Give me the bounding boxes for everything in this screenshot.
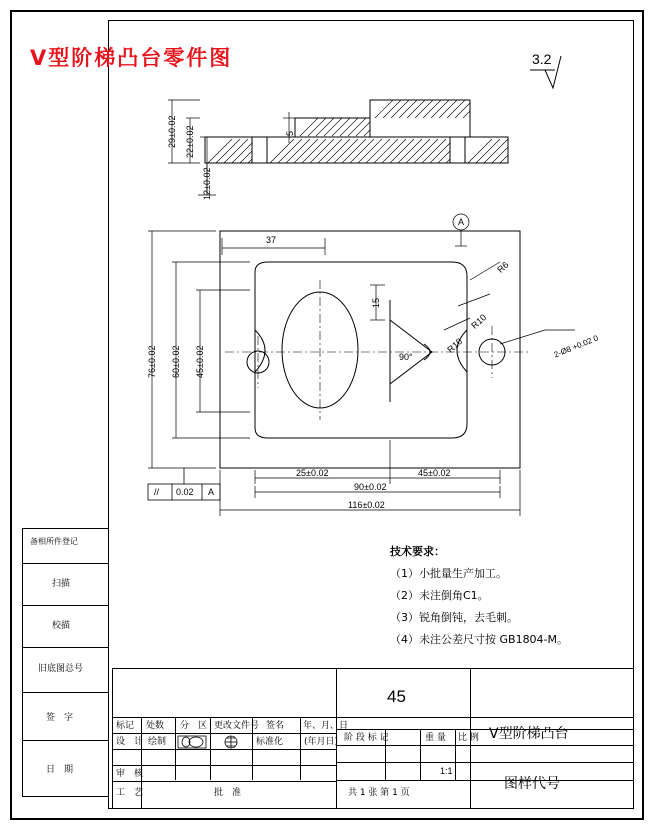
sheet-border-outer-bottom	[10, 818, 644, 820]
tb-header-0: 标记	[116, 721, 135, 731]
tb-hline-9	[336, 780, 633, 781]
left-row-label-1: 扫描	[52, 579, 71, 589]
hole-note: 2-Ø8 +0.02 0	[552, 333, 600, 360]
notes-item-4: （4）未注公差尺寸按 GB1804-M。	[390, 633, 569, 646]
tb-row2-design: 设 计	[116, 737, 144, 747]
tb-header-5: 年、月、日	[303, 721, 349, 731]
left-row-label-0: 备相所件登记	[30, 537, 78, 546]
tb-row2-standard: 标准化	[256, 737, 284, 747]
dim-15: 15	[371, 297, 381, 308]
tb-hline-5	[112, 781, 336, 782]
sheet-border-outer-left	[10, 10, 12, 820]
title-block-top	[112, 668, 633, 669]
tb-header-4: 签名	[266, 721, 285, 731]
sheet-border-inner-right	[633, 20, 634, 809]
notes-item-2: （2）未注倒角C1。	[390, 589, 489, 602]
tb-vline-9	[420, 729, 421, 780]
left-block-line-6	[22, 796, 108, 797]
left-block-line-5	[22, 740, 108, 741]
left-block-line-3	[22, 647, 108, 648]
tb-row2-draw: 绘制	[148, 737, 167, 747]
tb-hline-8	[336, 762, 470, 763]
tb-header-3: 更改文件号	[214, 721, 260, 731]
tb-hline-4	[112, 765, 336, 766]
sheet-info: 共 1 张 第 1 页	[348, 788, 410, 798]
tb-hline-2	[112, 733, 336, 734]
tb-hline-10	[470, 762, 633, 763]
tb-row3-check: 审 核	[116, 769, 144, 779]
sheet-border-inner-top	[108, 20, 634, 21]
stage-header-0: 阶 段 标 记	[344, 733, 389, 743]
dim-angle-90: 90°	[399, 352, 413, 362]
left-block-line-left	[22, 528, 23, 797]
title-block-left	[112, 668, 113, 808]
left-block-line-1	[22, 563, 108, 564]
sheet-border-inner-left	[108, 20, 109, 809]
dim-25: 25±0.02	[296, 468, 329, 478]
dim-h3: 12±0.02	[202, 167, 212, 200]
surface-finish-value: 3.2	[532, 51, 552, 67]
stage-header-2: 比 例	[458, 733, 479, 743]
left-block-line-top	[22, 528, 108, 529]
datum-label-top: A	[458, 217, 465, 227]
radius-r6: R6	[495, 259, 511, 275]
tb-row4-approve: 批 准	[214, 788, 242, 798]
dim-small-5: 5	[285, 130, 295, 136]
dim-37: 37	[266, 235, 277, 245]
dim-76: 76±0.02	[147, 345, 157, 378]
left-row-label-2: 校描	[52, 621, 71, 631]
radius-r10-b: R10	[445, 336, 465, 355]
tb-hline-3	[112, 749, 336, 750]
dim-h1: 29±0.02	[167, 115, 177, 148]
material-value: 45	[387, 687, 406, 706]
tb-hline-1	[112, 717, 633, 718]
radius-r10-a: R10	[469, 312, 489, 331]
dim-45-left: 45±0.02	[195, 345, 205, 378]
sheet-border-outer-right	[642, 10, 644, 820]
notes-heading: 技术要求：	[390, 545, 445, 558]
tb-hline-7	[336, 745, 633, 746]
notes-item-3: （3）锐角倒钝，去毛刺。	[390, 611, 518, 624]
stage-header-1: 重 量	[425, 733, 446, 743]
tb-hline-6	[336, 729, 633, 730]
left-row-label-4: 签 字	[46, 713, 74, 723]
page-title: V型阶梯凸台零件图	[30, 46, 233, 70]
title-block-bottom	[112, 808, 633, 809]
tb-header-1: 处数	[146, 721, 165, 731]
dim-116: 116±0.02	[348, 500, 385, 510]
gdt-symbol: //	[154, 487, 160, 497]
part-name: V型阶梯凸台	[489, 726, 569, 742]
dim-90: 90±0.02	[354, 482, 387, 492]
tb-row2-date: (年月日)	[304, 737, 339, 747]
left-row-label-5: 日 期	[46, 765, 74, 775]
left-block-line-4	[22, 692, 108, 693]
drawing-code: 图样代号	[504, 776, 560, 792]
notes-item-1: （1）小批量生产加工。	[390, 567, 507, 580]
gdt-datum: A	[208, 487, 215, 497]
tb-vline-10	[455, 729, 456, 780]
dim-h2: 22±0.02	[185, 125, 195, 158]
left-block-line-2	[22, 605, 108, 606]
sheet-border-outer-top	[10, 10, 644, 12]
tb-row4-process: 工 艺	[116, 788, 144, 798]
dim-60: 60±0.02	[171, 345, 181, 378]
tb-header-2: 分 区	[180, 721, 208, 731]
scale-value: 1:1	[440, 766, 453, 776]
gdt-tolerance: 0.02	[176, 487, 194, 497]
dim-45-bottom: 45±0.02	[418, 468, 451, 478]
left-row-label-3: 旧底图总号	[38, 664, 84, 674]
